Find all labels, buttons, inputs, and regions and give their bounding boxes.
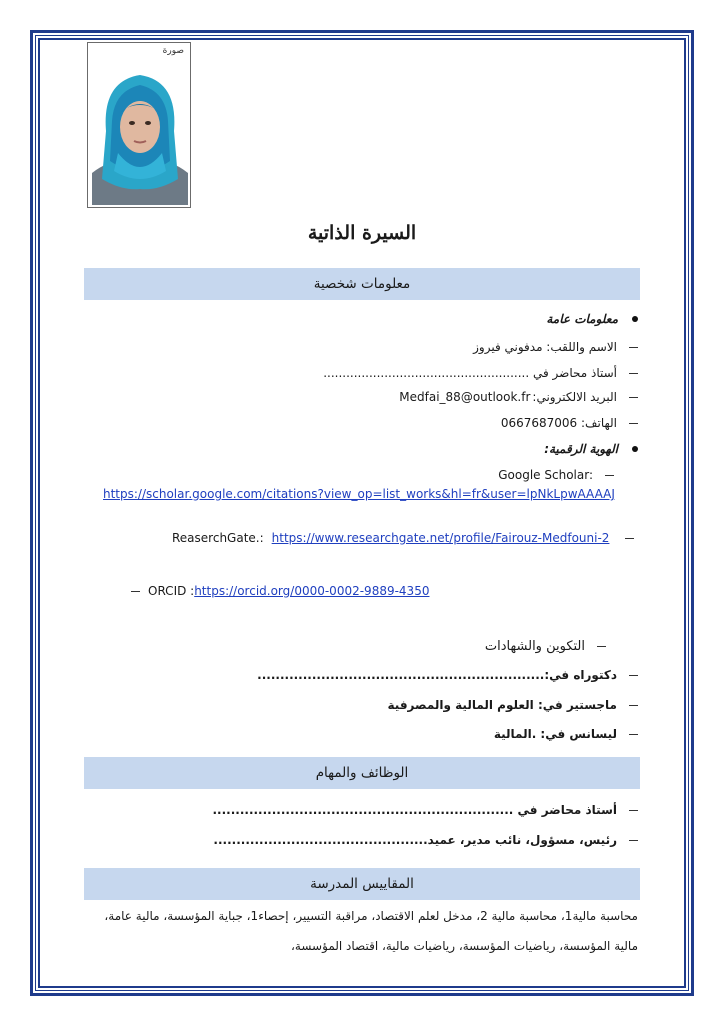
page-title: السيرة الذاتية: [307, 222, 417, 244]
general-info-heading-text: معلومات عامة: [546, 312, 618, 326]
email-value: Medfai_88@outlook.fr: [399, 390, 531, 404]
general-info-heading: [546, 312, 638, 326]
dash-icon: [629, 734, 638, 735]
doctorate-text: دكتوراه في:...............................................................: [257, 668, 617, 682]
courses-line-1: محاسبة مالية1، محاسبة مالية 2، مدخل لعلم الاقتصاد، مراقبة التسيير، إحصاء1، جباية المؤسسة، مالية عامة،: [104, 909, 638, 923]
dash-icon: [131, 591, 140, 592]
dash-icon: [629, 810, 638, 811]
dash-icon: [629, 675, 638, 676]
section-jobs: الوظائف والمهام: [84, 757, 640, 789]
orcid-link[interactable]: https://orcid.org/0000-0002-9889-4350: [194, 584, 430, 598]
section-personal-info: معلومات شخصية: [84, 268, 640, 300]
dash-icon: [625, 538, 634, 539]
dash-icon: [629, 705, 638, 706]
dash-icon: [629, 397, 638, 398]
license-line: [494, 727, 638, 741]
dash-icon: [629, 347, 638, 348]
orcid-line: [131, 584, 429, 598]
scholar-link[interactable]: https://scholar.google.com/citations?view_op=list_works&hl=fr&user=lpNkLpwAAAAJ: [103, 487, 615, 501]
researchgate-label: ReaserchGate.:: [172, 531, 264, 545]
scholar-label: Google Scholar:: [498, 468, 593, 482]
courses-line-2: مالية المؤسسة، رياضيات المؤسسة، رياضيات مالية، اقتصاد المؤسسة،: [291, 939, 638, 953]
phone-text: الهاتف: 0667687006: [500, 416, 617, 430]
education-heading: [485, 639, 606, 654]
researchgate-line: [172, 531, 634, 545]
email-line: [399, 390, 638, 404]
profile-photo: [87, 42, 191, 208]
position-line: [323, 366, 638, 380]
portrait-illustration: [92, 61, 188, 205]
doctorate-line: [257, 668, 638, 682]
masters-line: [388, 698, 638, 712]
dash-icon: [629, 423, 638, 424]
digital-identity-heading-text: الهوية الرقمية:: [544, 442, 618, 456]
masters-text: ماجستير في: العلوم المالية والمصرفية: [387, 698, 617, 712]
lecturer-text: أستاذ محاضر في ..................................................................: [212, 803, 617, 817]
dash-icon: [597, 646, 606, 647]
scholar-line: [498, 468, 614, 482]
dash-icon: [605, 475, 614, 476]
education-heading-text: التكوين والشهادات: [484, 639, 585, 654]
roles-line: [213, 833, 638, 847]
photo-label: صورة: [162, 46, 184, 56]
section-courses: المقاييس المدرسة: [84, 868, 640, 900]
courses-list: [78, 901, 638, 961]
researchgate-link[interactable]: https://www.researchgate.net/profile/Fairouz-Medfouni-2: [271, 531, 610, 545]
bullet-icon: [632, 446, 638, 452]
name-text: الاسم واللقب: مدفوني فيروز: [473, 340, 617, 354]
orcid-label: ORCID :: [148, 584, 195, 598]
dash-icon: [629, 373, 638, 374]
lecturer-line: [212, 803, 638, 817]
name-line: [473, 340, 638, 354]
dash-icon: [629, 840, 638, 841]
email-label: البريد الالكتروني:: [532, 390, 617, 404]
position-text: أستاذ محاضر في ......................................................: [323, 366, 617, 380]
bullet-icon: [632, 316, 638, 322]
roles-text: رئيس، مسؤول، نائب مدير، عميد...............................................: [213, 833, 617, 847]
phone-line: [501, 416, 638, 430]
license-text: ليسانس في: .المالية: [493, 727, 617, 741]
digital-identity-heading: [544, 442, 638, 456]
